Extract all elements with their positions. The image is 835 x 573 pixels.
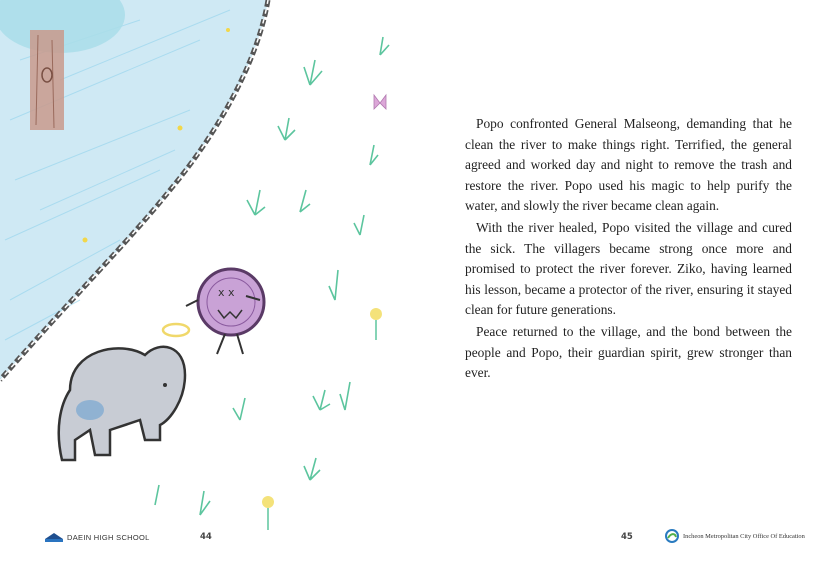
office-name: Incheon Metropolitan City Office Of Education [683,532,805,540]
story-paragraph-2: With the river healed, Popo visited the village and cured the sick. The villagers became strong once more and promised to protect the river forever. Ziko, having learned his lesson, became a protector of the river, ensuring it stayed clean for future generations. [465,219,792,318]
office-footer [665,527,805,545]
school-logo-icon [45,531,63,543]
story-text [465,114,792,385]
left-page [0,0,410,573]
story-illustration [0,0,410,573]
halo [163,324,189,336]
page-number-left: 44 [200,532,212,542]
story-paragraph-1: Popo confronted General Malseong, demanding that he clean the river to make things right. Terrified, the general agreed and worked day and night to remove the trash and restore the river. Popo used his magic to help purify the water, and slowly the river became clean again. [465,116,792,214]
school-footer [45,529,150,545]
svg-text:x x: x x [218,286,235,299]
page-number-right: 45 [621,532,633,542]
popo-spirit [186,269,264,354]
butterfly [374,95,386,109]
school-name: DAEIN HIGH SCHOOL [67,532,150,542]
office-logo-icon [665,529,679,543]
flowers [262,308,382,530]
story-paragraph-3: Peace returned to the village, and the bond between the people and Popo, their guardian spirit, grew stronger than ever. [465,323,792,381]
elephant [59,347,185,460]
